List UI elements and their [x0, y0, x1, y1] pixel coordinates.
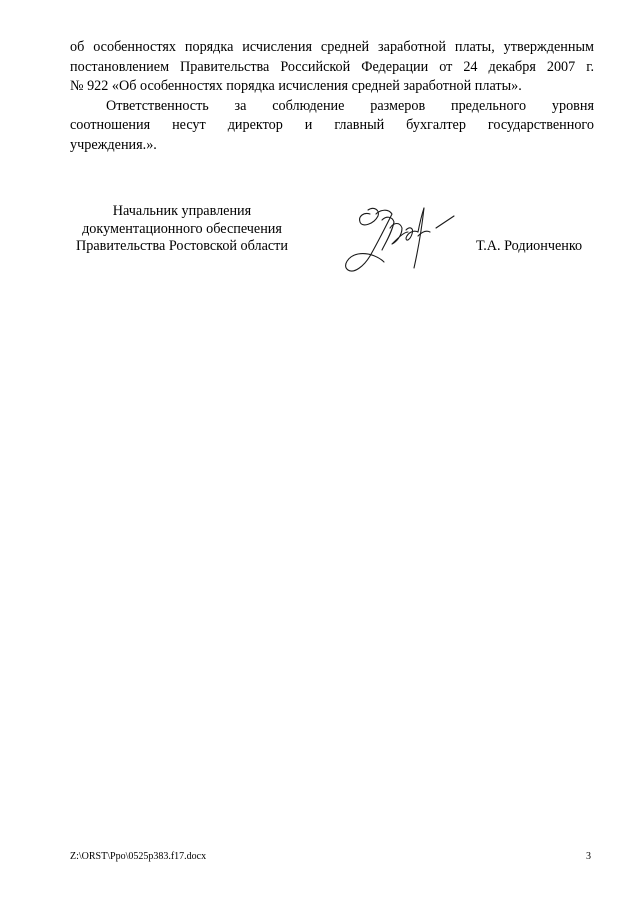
- paragraph-1-line-1: об особенностях порядка исчисления средней заработной платы, утвержденным: [70, 39, 594, 55]
- paragraph-1-line-3: № 922 «Об особенностях порядка исчисления средней заработной платы».: [70, 78, 522, 94]
- paragraph-1-line-2: постановлением Правительства Российской Федерации от 24 декабря 2007 г.: [70, 58, 594, 75]
- signatory-title-line-3: Правительства Ростовской области: [76, 238, 288, 254]
- paragraph-2-line-1: Ответственность за соблюдение размеров предельного уровня: [106, 97, 594, 114]
- signatory-title: [62, 203, 302, 256]
- paragraph-1: [70, 38, 594, 97]
- footer-page-number: 3: [586, 851, 591, 862]
- paragraph-2-line-2: соотношения несут директор и главный бухгалтер государственного: [70, 117, 594, 133]
- signatory-title-line-2: документационного обеспечения: [82, 220, 282, 237]
- paragraph-2: [70, 97, 594, 156]
- paragraph-2-line-3: учреждения.».: [70, 136, 157, 153]
- signer-name: Т.А. Родионченко: [476, 238, 583, 254]
- footer-file-path: Z:\ORST\Ppo\0525p383.f17.docx: [70, 851, 207, 862]
- handwritten-signature: [340, 192, 460, 284]
- document-body: [70, 38, 594, 155]
- signatory-title-line-1: Начальник управления: [112, 203, 252, 219]
